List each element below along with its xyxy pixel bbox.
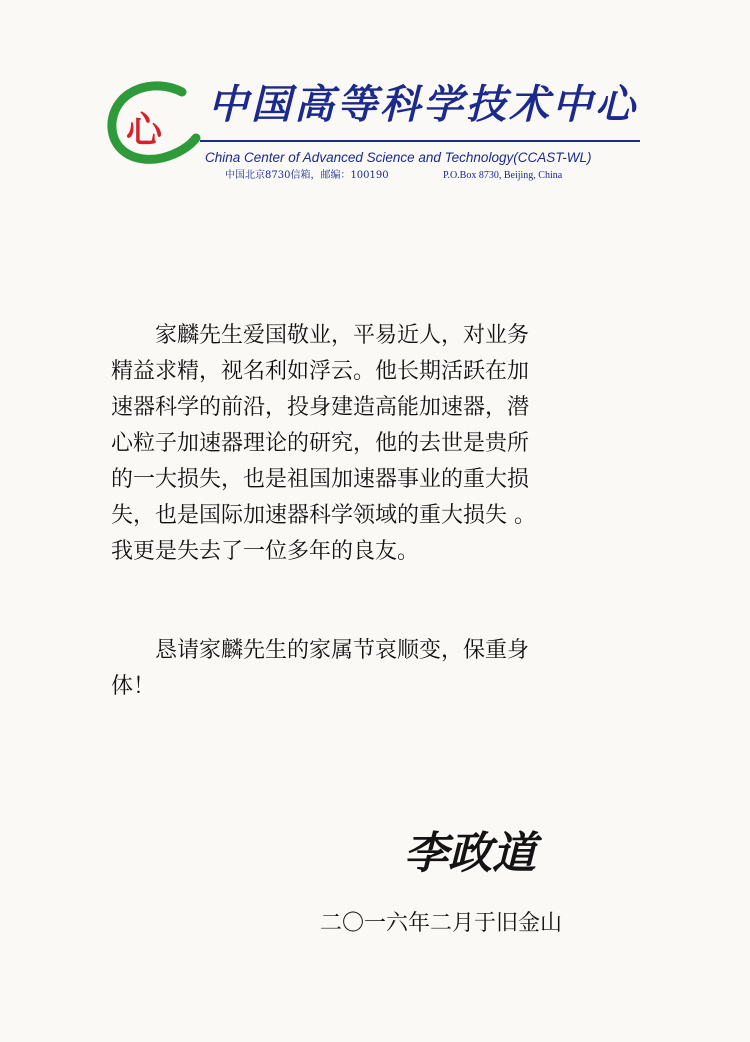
paragraph-1-line: 失，也是国际加速器科学领域的重大损失 。 [111, 503, 536, 528]
address-english: P.O.Box 8730, Beijing, China [443, 170, 563, 181]
signature-name: 李政道 [404, 828, 536, 879]
condolence-paragraph-1 [111, 318, 651, 570]
logo-heart-character: 心 [126, 109, 163, 151]
address-chinese: 中国北京8730信箱，邮编：100190 [225, 170, 389, 181]
org-name-english: China Center of Advanced Science and Technology(CCAST-WL) [205, 150, 592, 165]
header-divider [200, 140, 640, 142]
paragraph-2-line: 恳请家麟先生的家属节哀顺变，保重身 [155, 638, 530, 663]
paragraph-1-line: 精益求精，视名利如浮云。他长期活跃在加 [111, 359, 530, 384]
org-name-chinese: 中国高等科学技术中心 [208, 81, 638, 128]
paragraph-1-line: 的一大损失，也是祖国加速器事业的重大损 [111, 467, 530, 492]
paragraph-1-line: 我更是失去了一位多年的良友。 [111, 539, 420, 564]
paragraph-2-line: 体！ [111, 674, 156, 699]
paragraph-1-line: 心粒子加速器理论的研究，他的去世是贵所 [111, 431, 530, 456]
paragraph-1-line: 速器科学的前沿，投身建造高能加速器，潜 [111, 395, 530, 420]
condolence-paragraph-2 [111, 633, 651, 705]
date-and-place: 二〇一六年二月于旧金山 [320, 911, 563, 936]
handwritten-signature [400, 818, 570, 884]
paragraph-1-line: 家麟先生爱国敬业，平易近人，对业务 [155, 323, 530, 348]
ccast-logo [104, 80, 204, 170]
